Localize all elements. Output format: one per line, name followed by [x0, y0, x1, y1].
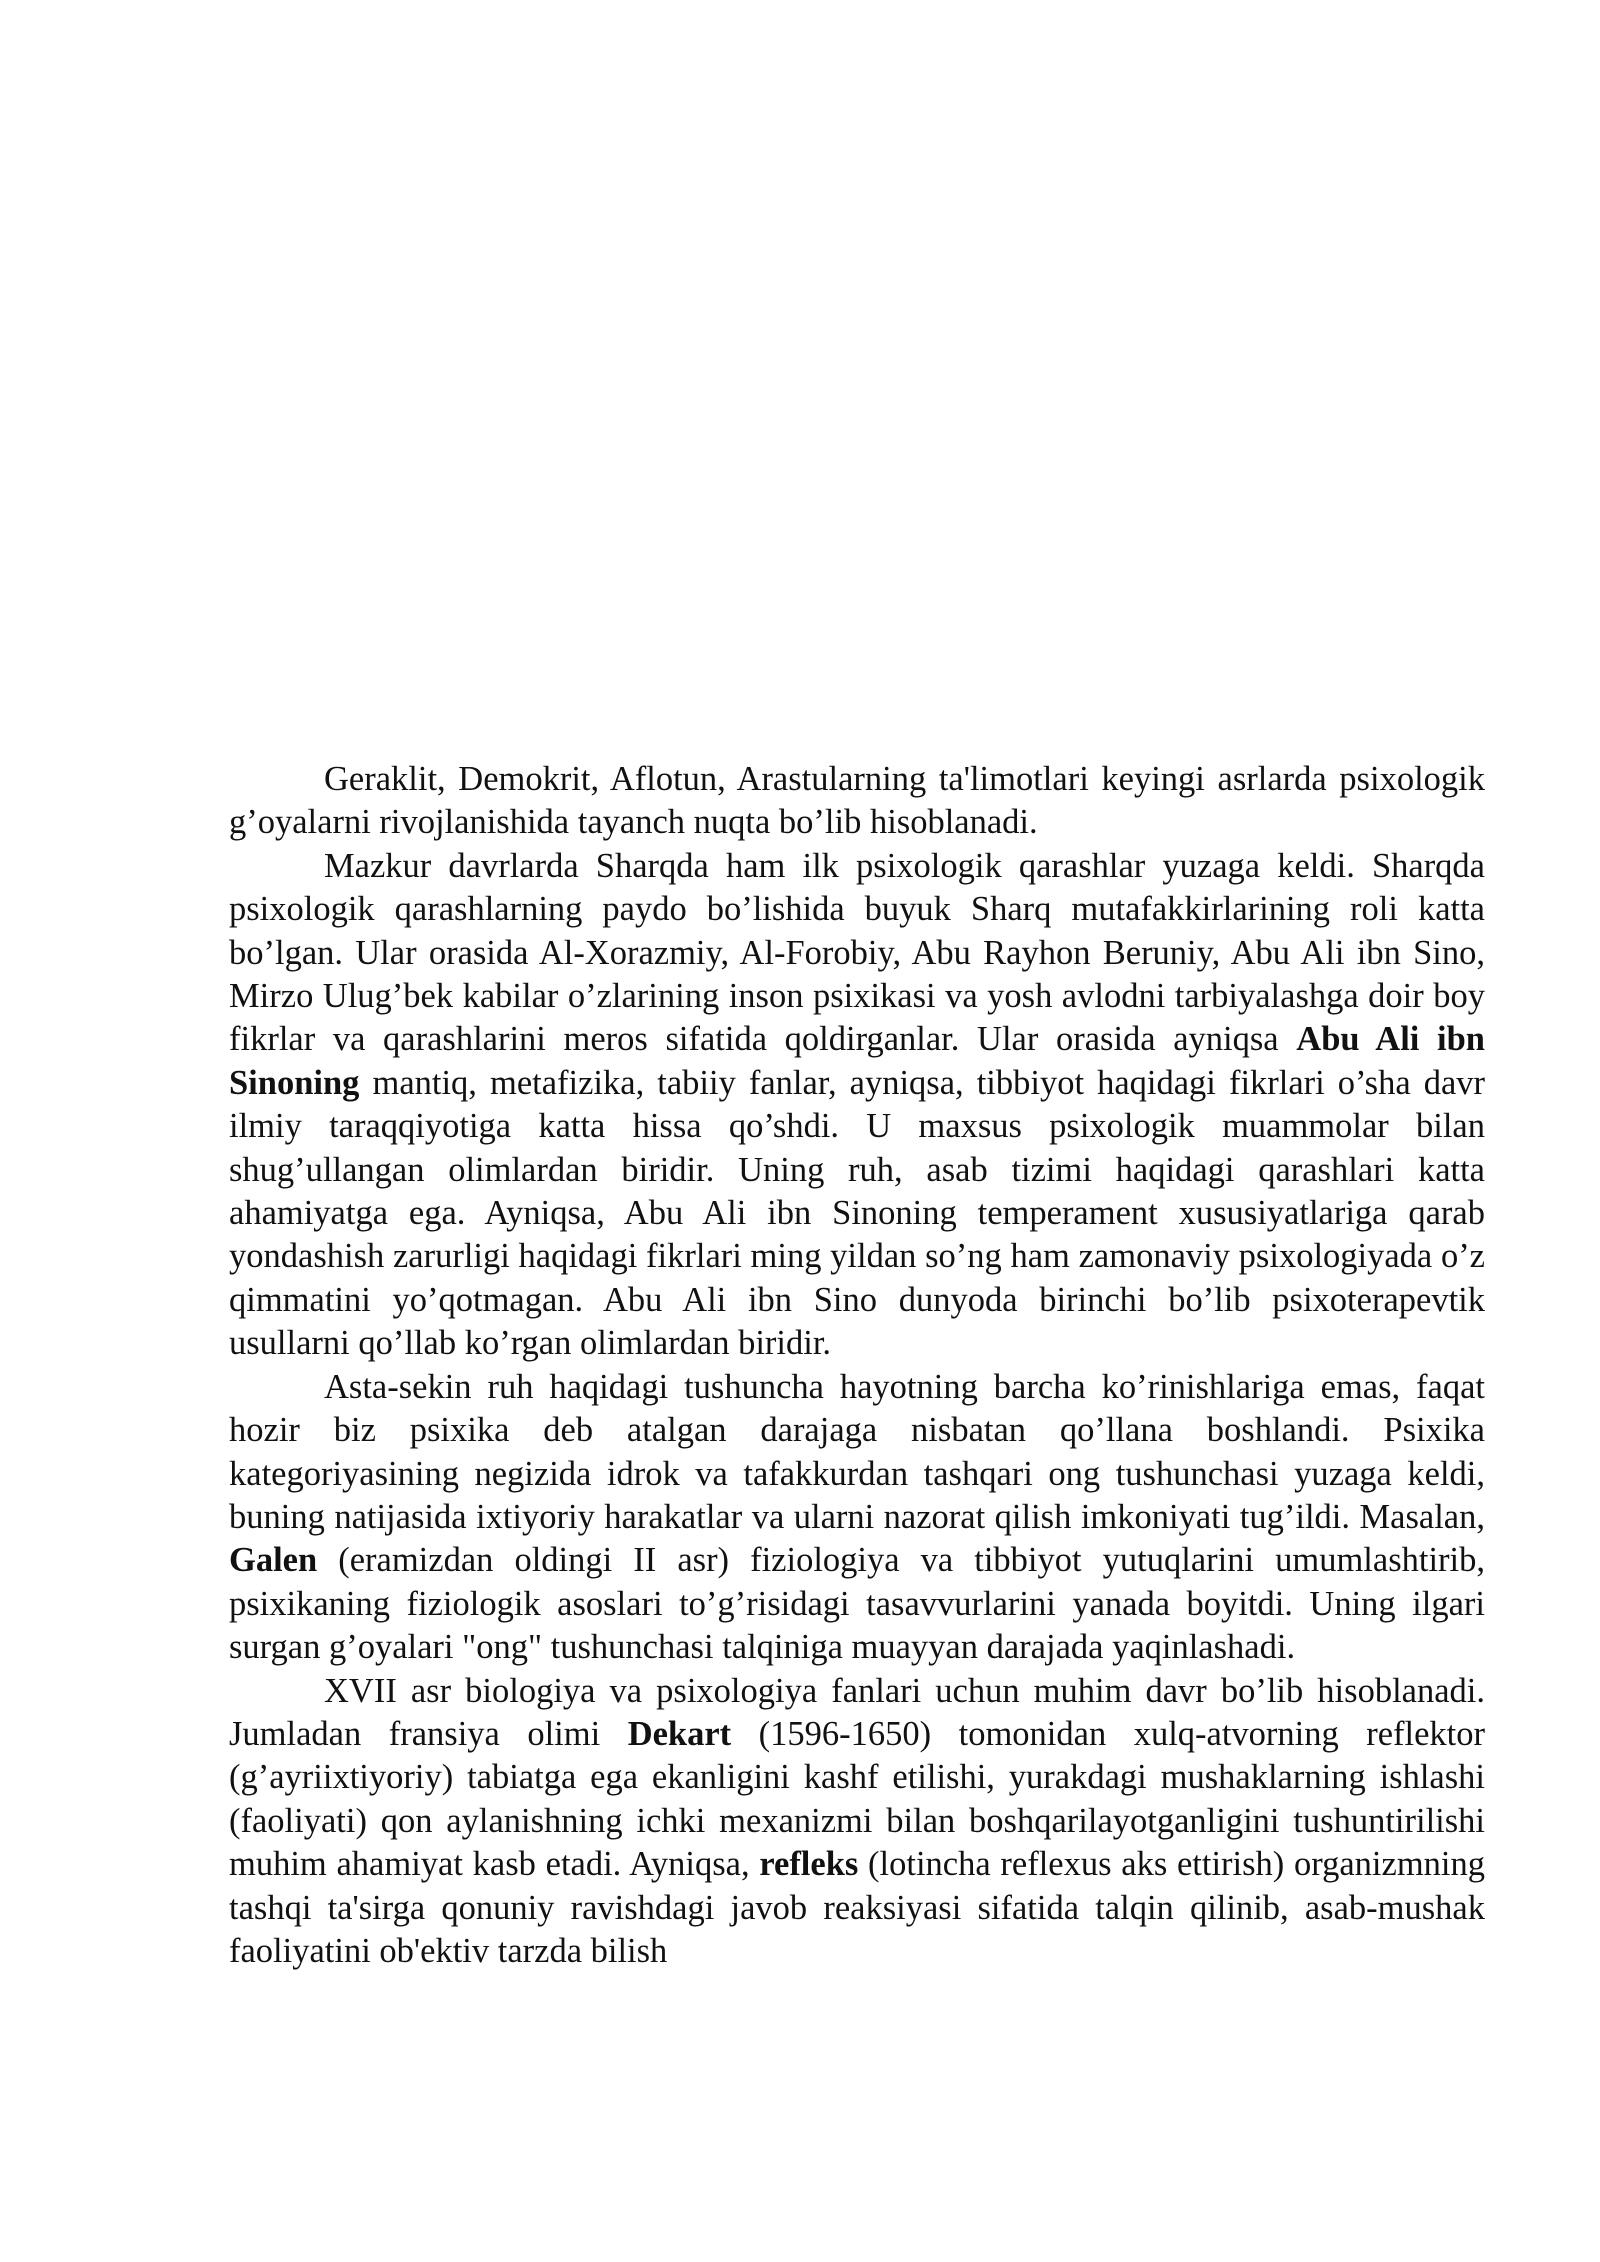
paragraph-2-text-b: mantiq, metafizika, tabiiy fanlar, ayniqsa, tibbiyot haqidagi fikrlari o’sha davr ilmiy taraqqiyotiga katta hissa qo’shdi. U maxsus psixologik muammolar bilan shug’ullangan olimlardan biridir. Uning ruh, asab tizimi haqidagi qarashlari katta ahamiyatga ega. Ayniqsa, Abu Ali ibn Sinoning temperament xususiyatlariga qarab yondashish zarurligi haqidagi fikrlari ming yildan so’ng ham zamonaviy psixologiyada o’z qimmatini yo’qotmagan. Abu Ali ibn Sino dunyoda birinchi bo’lib psixoterapevtik usullarni qo’llab ko’rgan olimlardan biridir. — [229, 1063, 1485, 1363]
bold-term-refleks: refleks — [759, 1845, 859, 1884]
paragraph-2-text-a: Mazkur davrlarda Sharqda ham ilk psixologik qarashlar yuzaga keldi. Sharqda psixologik qarashlarning paydo bo’lishida buyuk Sharq mutafakkirlarining roli katta bo’lgan. Ular orasida Al-Xorazmiy, Al-Forobiy, Abu Rayhon Beruniy, Abu Ali ibn Sino, Mirzo Ulug’bek kabilar o’zlarining inson psixikasi va yosh avlodni tarbiyalashga doir boy fikrlar va qarashlarini meros sifatida qoldirganlar. Ular orasida ayniqsa — [229, 846, 1485, 1059]
bold-term-ibn-sino: Abu Ali ibn Sinoning — [229, 1020, 1485, 1102]
paragraph-4 — [229, 1670, 1485, 1974]
paragraph-3 — [229, 1366, 1485, 1670]
bold-term-dekart: Dekart — [627, 1714, 732, 1753]
paragraph-4-text-a: XVII asr biologiya va psixologiya fanlari uchun muhim davr bo’lib hisoblanadi. Jumladan fransiya olimi — [229, 1671, 1485, 1753]
bold-term-galen: Galen — [229, 1541, 318, 1580]
paragraph-2 — [229, 845, 1485, 1366]
paragraph-3-text-a: Asta-sekin ruh haqidagi tushuncha hayotning barcha ko’rinishlariga emas, faqat hozir biz psixika deb atalgan darajaga nisbatan qo’llana boshlandi. Psixika kategoriyasining negizida idrok va tafakkurdan tashqari ong tushunchasi yuzaga keldi, buning natijasida ixtiyoriy harakatlar va ularni nazorat qilish imkoniyati tug’ildi. Masalan, — [229, 1367, 1485, 1536]
paragraph-4-text-c: (lotincha reflexus aks ettirish) organizmning tashqi ta'sirga qonuniy ravishdagi javob reaksiyasi sifatida talqin qilinib, asab-mushak faoliyatini ob'ektiv tarzda bilish — [229, 1845, 1486, 1970]
paragraph-3-text-b: (eramizdan oldingi II asr) fiziologiya va tibbiyot yutuqlarini umumlashtirib, psixikaning fiziologik asoslari to’g’risidagi tasavvurlarini yanada boyitdi. Uning ilgari surgan g’oyalari "ong" tushunchasi talqiniga muayyan darajada yaqinlashadi. — [229, 1541, 1485, 1667]
paragraph-1 — [229, 758, 1485, 845]
document-body — [229, 758, 1485, 1973]
paragraph-1-text: Geraklit, Demokrit, Aflotun, Arastularning ta'limotlari keyingi asrlarda psixologik g’oyalarni rivojlanishida tayanch nuqta bo’lib hisoblanadi. — [229, 760, 1485, 842]
paragraph-4-text-b: (1596-1650) tomonidan xulq-atvorning reflektor (g’ayriixtiyoriy) tabiatga ega ekanligini kashf etilishi, yurakdagi mushaklarning ishlashi (faoliyati) qon aylanishning ichki mexanizmi bilan boshqarilayotganligini tushuntirilishi muhim ahamiyat kasb etadi. Ayniqsa, — [229, 1714, 1485, 1884]
